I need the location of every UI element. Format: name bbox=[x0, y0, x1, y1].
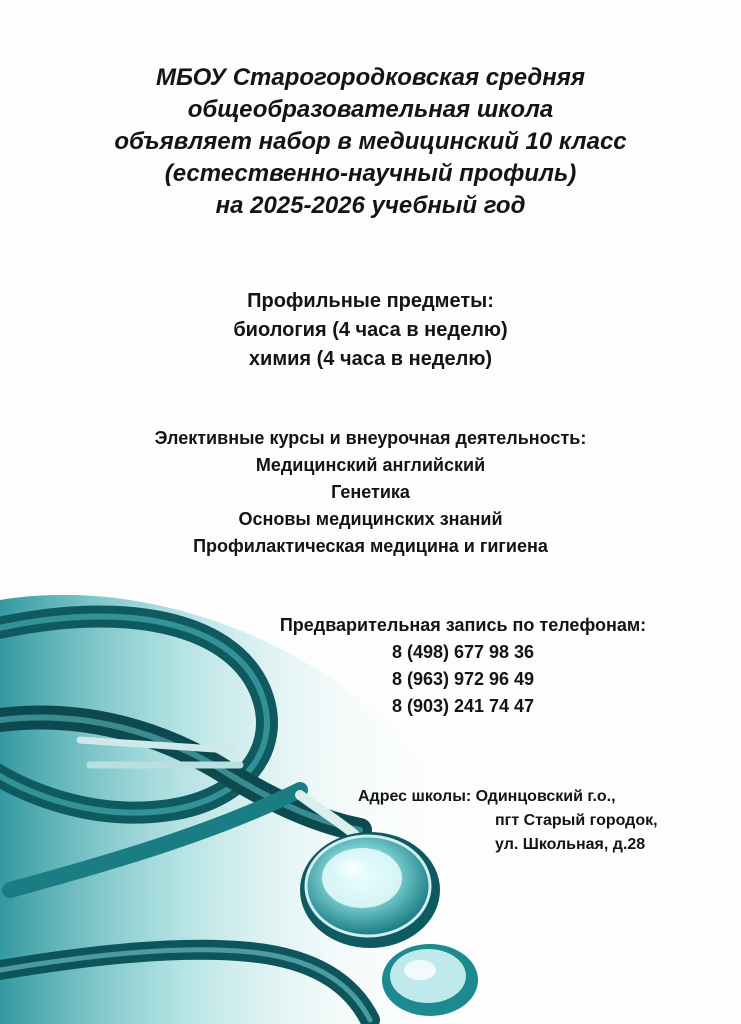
phone-number: 8 (903) 241 74 47 bbox=[391, 696, 535, 716]
subject-item: химия (4 часа в неделю) bbox=[248, 348, 493, 370]
profile-subjects-section bbox=[0, 287, 741, 374]
announcement-title bbox=[0, 62, 741, 222]
elective-item: Медицинский английский bbox=[255, 455, 486, 475]
title-line: общеобразовательная школа bbox=[187, 96, 554, 123]
title-line: МБОУ Старогородковская средняя bbox=[155, 64, 586, 91]
address-line: ул. Школьная, д.28 bbox=[495, 836, 646, 853]
address-line: Адрес школы: Одинцовский г.о., bbox=[358, 788, 616, 805]
elective-item: Генетика bbox=[331, 482, 410, 502]
title-line: объявляет набор в медицинский 10 класс bbox=[114, 128, 627, 155]
section-heading: Элективные курсы и внеурочная деятельность: bbox=[154, 428, 587, 448]
section-heading: Профильные предметы: bbox=[247, 290, 494, 312]
elective-item: Основы медицинских знаний bbox=[238, 509, 503, 529]
title-line: (естественно-научный профиль) bbox=[164, 160, 577, 187]
electives-section bbox=[0, 425, 741, 560]
phone-number: 8 (498) 677 98 36 bbox=[391, 642, 535, 662]
elective-item: Профилактическая медицина и гигиена bbox=[193, 536, 548, 556]
phone-number: 8 (963) 972 96 49 bbox=[391, 669, 535, 689]
section-heading: Предварительная запись по телефонам: bbox=[279, 615, 647, 635]
address-line: пгт Старый городок, bbox=[495, 812, 658, 829]
subject-item: биология (4 часа в неделю) bbox=[233, 319, 508, 341]
contacts-section bbox=[218, 612, 708, 720]
title-line: на 2025-2026 учебный год bbox=[215, 192, 526, 219]
